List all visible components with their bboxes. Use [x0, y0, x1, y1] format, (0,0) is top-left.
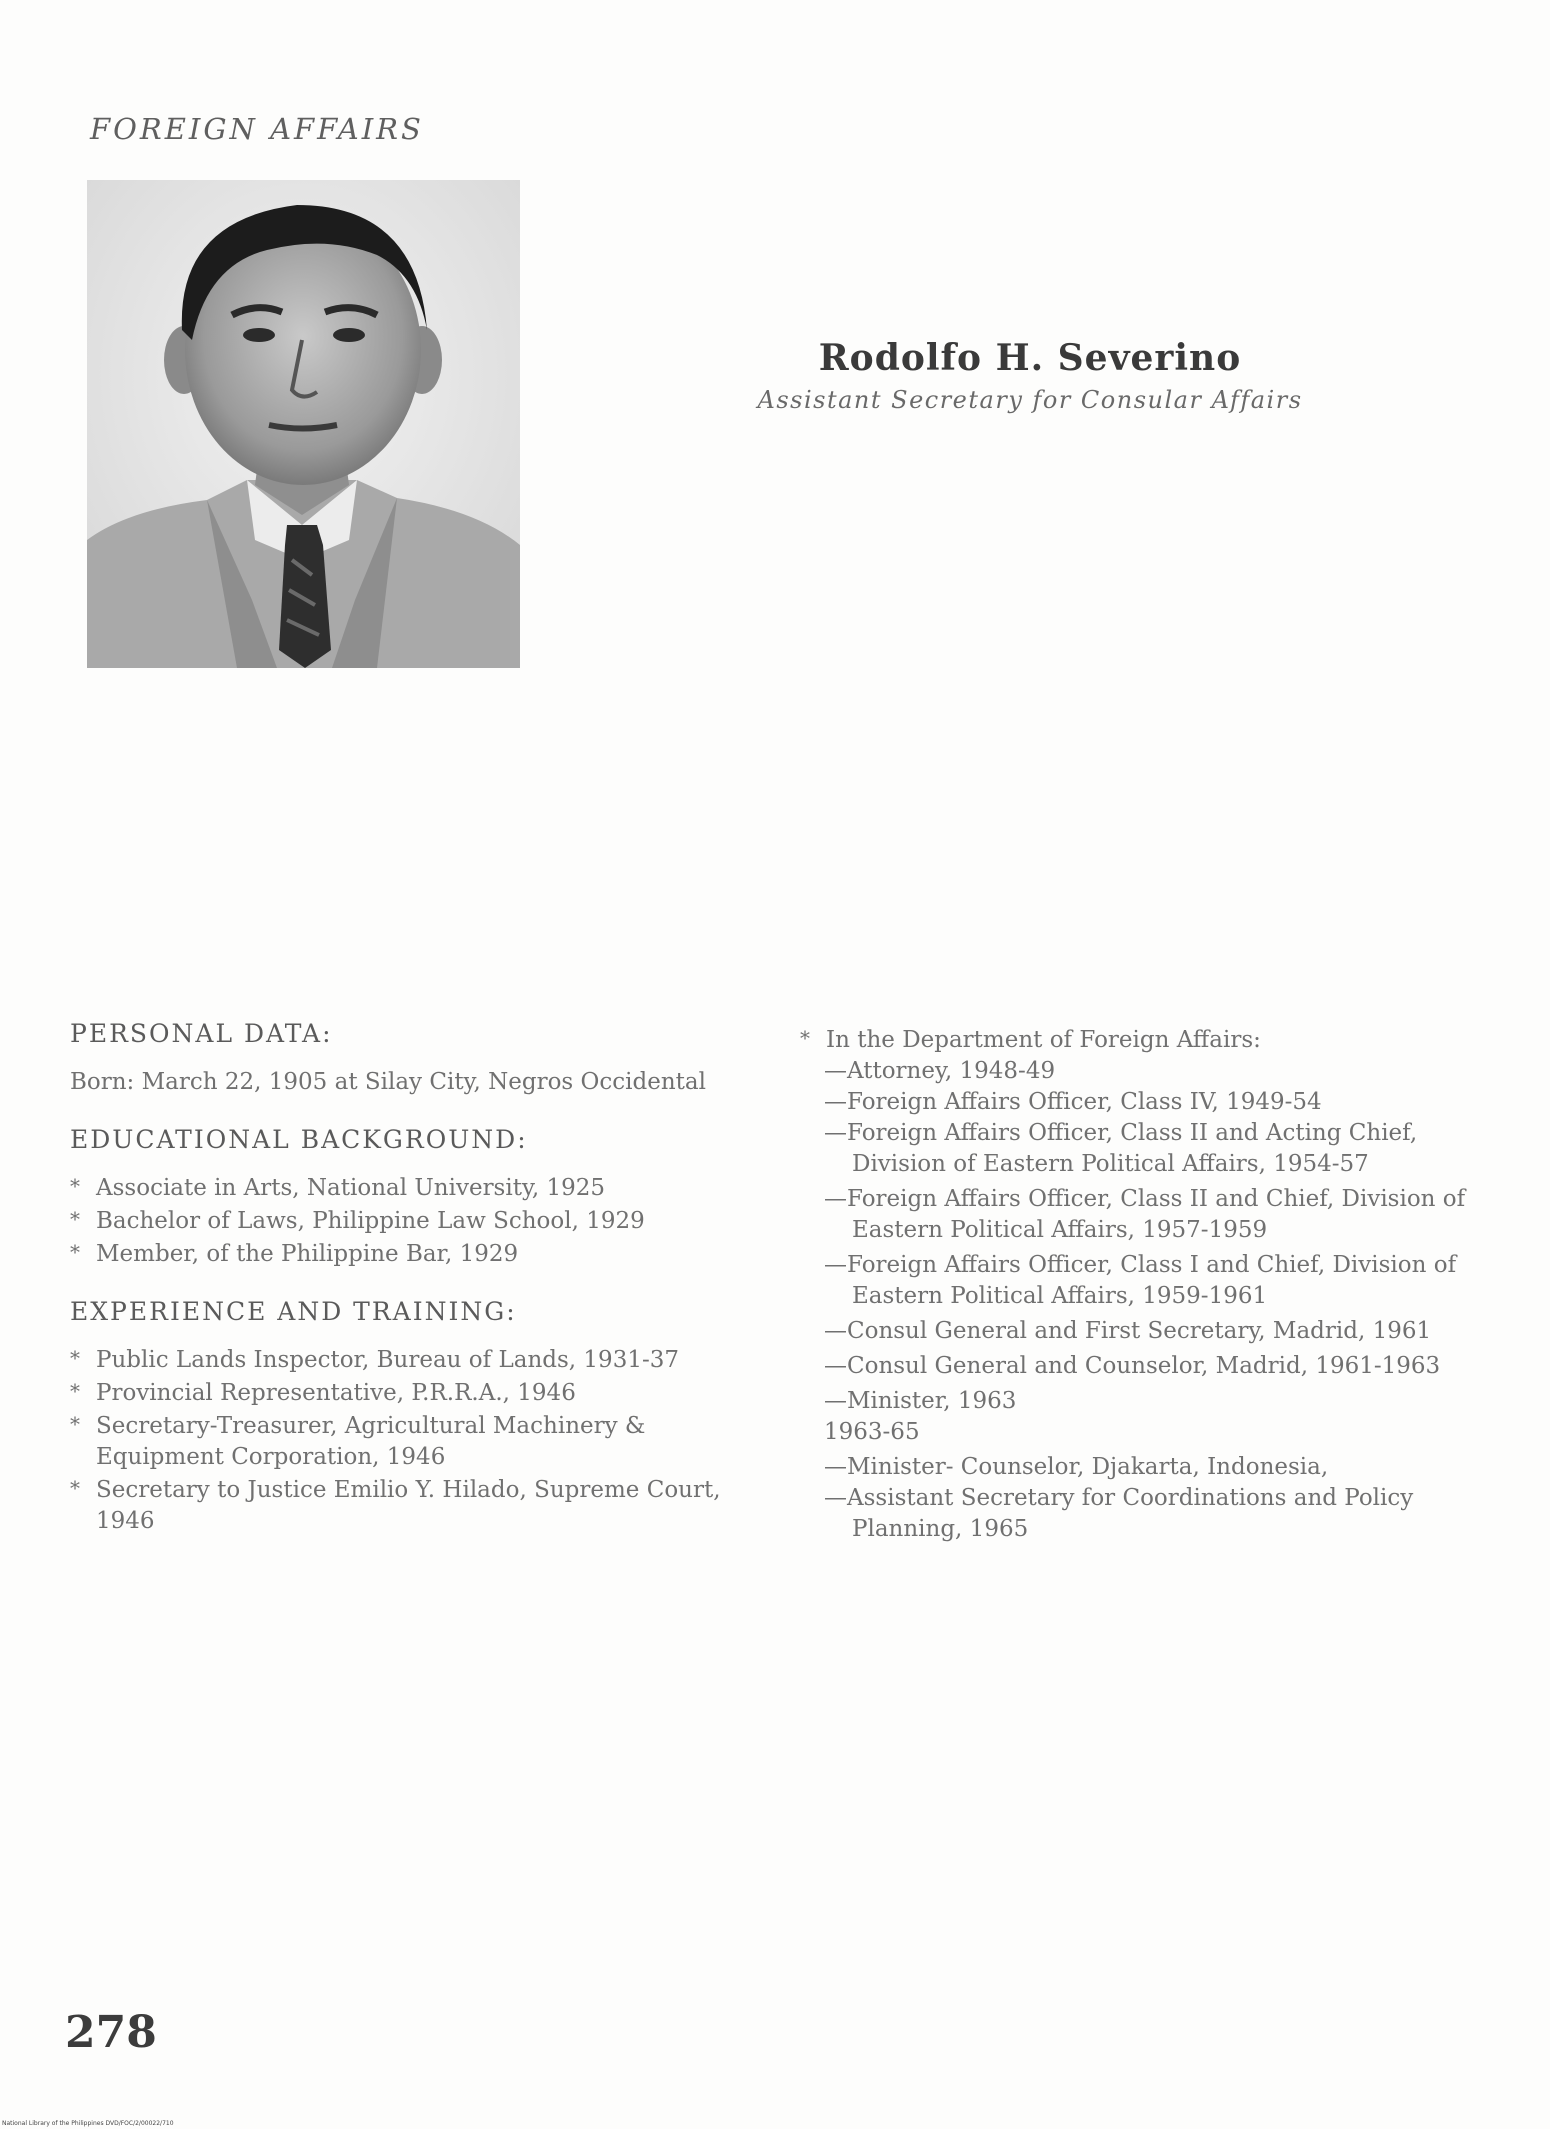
education-item: * Member, of the Philippine Bar, 1929	[70, 1239, 750, 1270]
right-column	[800, 1025, 1490, 1545]
dfa-item: —Foreign Affairs Officer, Class II and Chief, Division of Eastern Political Affairs, 1957-1959	[824, 1186, 1466, 1243]
person-position: Assistant Secretary for Consular Affairs	[757, 386, 1303, 414]
portrait-illustration	[87, 180, 520, 668]
dfa-intro: * In the Department of Foreign Affairs:	[800, 1025, 1490, 1056]
dfa-item: —Consul General and Counselor, Madrid, 1961-1963	[824, 1353, 1441, 1379]
experience-item: * Provincial Representative, P.R.R.A., 1946	[70, 1378, 750, 1409]
dfa-item: —Consul General and First Secretary, Madrid, 1961	[824, 1318, 1432, 1344]
dfa-item: —Attorney, 1948-49	[824, 1058, 1056, 1084]
dfa-item: —Assistant Secretary for Coordinations and Policy Planning, 1965	[824, 1485, 1414, 1542]
dfa-item: —Foreign Affairs Officer, Class II and Acting Chief, Division of Eastern Political Affairs, 1954-57	[824, 1120, 1418, 1177]
dfa-list	[800, 1056, 1490, 1545]
person-name: Rodolfo H. Severino	[818, 337, 1242, 379]
education-list	[70, 1173, 750, 1270]
education-item: * Bachelor of Laws, Philippine Law School, 1929	[70, 1206, 750, 1237]
page-number: 278	[65, 2007, 157, 2058]
dfa-item: 1963-65	[824, 1419, 920, 1445]
dfa-item: —Minister- Counselor, Djakarta, Indonesia,	[824, 1454, 1329, 1480]
experience-heading: EXPERIENCE AND TRAINING:	[70, 1297, 517, 1326]
experience-list	[70, 1345, 750, 1537]
section-header: FOREIGN AFFAIRS	[90, 112, 424, 146]
dfa-item: —Foreign Affairs Officer, Class I and Chief, Division of Eastern Political Affairs, 1959-1961	[824, 1252, 1457, 1309]
experience-item: * Secretary to Justice Emilio Y. Hilado, Supreme Court, 1946	[70, 1475, 750, 1537]
born-text: Born: March 22, 1905 at Silay City, Negros Occidental	[70, 1069, 706, 1095]
education-heading: EDUCATIONAL BACKGROUND:	[70, 1125, 528, 1154]
footer-note: National Library of the Philippines DVD/FOC/2/00022/710	[2, 2120, 174, 2127]
education-item: * Associate in Arts, National University, 1925	[70, 1173, 750, 1204]
experience-item: * Public Lands Inspector, Bureau of Lands, 1931-37	[70, 1345, 750, 1376]
dfa-item: —Foreign Affairs Officer, Class IV, 1949-54	[824, 1089, 1322, 1115]
dfa-item: —Minister, 1963	[824, 1388, 1017, 1414]
personal-data-heading: PERSONAL DATA:	[70, 1019, 333, 1048]
experience-item: * Secretary-Treasurer, Agricultural Machinery & Equipment Corporation, 1946	[70, 1411, 750, 1473]
left-column	[70, 1018, 750, 1563]
portrait-photo	[87, 180, 520, 668]
